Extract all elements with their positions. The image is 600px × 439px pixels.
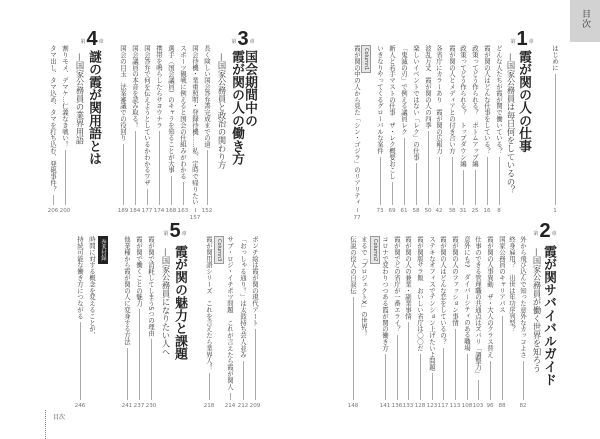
leader-line — [65, 150, 66, 205]
toc-entry[interactable] — [250, 236, 260, 409]
entry-title: タマ出し、タマ込め、タマを打ち込む、発砲事件？ — [49, 45, 57, 193]
toc-tab[interactable] — [570, 0, 600, 42]
entry-title: 国会答弁で何を伝えようとしているかわかるワザ — [143, 45, 151, 186]
page-number: 88 — [498, 403, 506, 409]
chapter-number-suffix: 章 — [181, 231, 187, 237]
tab-label: 目次 — [580, 9, 590, 29]
page-number: 241 — [121, 403, 133, 409]
toc-entry[interactable] — [507, 236, 517, 409]
page-number: 230 — [145, 403, 157, 409]
toc-entry[interactable] — [48, 45, 58, 214]
page-number: 123 — [426, 403, 438, 409]
leader-line — [209, 373, 210, 400]
leader-line — [147, 189, 148, 205]
chapter-number-suffix: 章 — [551, 231, 557, 237]
entry-title: 霞が関の人はどんな仕事をしている？ — [483, 45, 491, 154]
page-number: 50 — [424, 208, 432, 214]
chapter-number-prefix: 第 — [510, 39, 516, 45]
page-number: 133 — [402, 403, 414, 409]
chapter-title[interactable]: 霞が関サバイバルガイド — [541, 245, 556, 386]
toc-entry[interactable] — [497, 236, 507, 409]
chapter-subtitle: —国家公務員と政治の関わり方 — [217, 53, 227, 170]
leader-line — [475, 170, 476, 205]
toc-entry[interactable] — [375, 45, 385, 214]
chapter-number-prefix: 第 — [231, 39, 237, 45]
page-number: 163 — [177, 208, 189, 214]
leader-line — [255, 329, 256, 400]
entry-title: 携帯を鳴らしたらサヨウナラ — [155, 45, 163, 129]
entry-title: 霞が関の人はどんな恋をしているの？ — [439, 236, 447, 345]
leader-line — [432, 373, 433, 400]
column-label: Column1 — [361, 45, 371, 73]
toc-entry[interactable] — [482, 45, 492, 214]
page-number: 108 — [461, 403, 473, 409]
leader-line — [385, 354, 386, 400]
chapter-title[interactable]: 霞が関の人の仕事 — [516, 50, 531, 153]
toc-entry[interactable] — [485, 236, 495, 409]
page-number: 189 — [117, 208, 129, 214]
entry-title: 霞が関の人のファッション事情 — [451, 236, 459, 326]
page-number: 117 — [437, 403, 449, 409]
chapter-number-suffix: 章 — [249, 39, 255, 45]
leader-line — [159, 131, 160, 205]
chapter-number-num: 2 — [539, 220, 551, 242]
leader-line — [195, 208, 196, 212]
entry-title: 長く険しい国会答弁書完成までの道 — [203, 45, 211, 148]
chapter-number-prefix: 第 — [163, 231, 169, 237]
chapter-subtitle: —国家公務員の業界用語 — [75, 53, 85, 145]
chapter-number-num: 4 — [86, 28, 98, 50]
entry-title: はじめに — [551, 45, 559, 71]
footer-divider — [45, 410, 46, 439]
leader-line — [139, 309, 140, 400]
leader-line — [478, 380, 479, 400]
leader-line — [171, 176, 172, 205]
page-number: 200 — [59, 208, 71, 214]
entry-title: 「おっしゃる通り！」は太鼓持ち芸人並み — [239, 236, 247, 358]
toc-entry[interactable] — [494, 45, 504, 214]
page-number: 31 — [459, 208, 467, 214]
leader-line — [123, 144, 124, 205]
page-number: 141 — [379, 403, 391, 409]
entry-title: 霞が関の人事異動 ザ・大人のクラス替え — [486, 236, 494, 358]
chapter-subtitle: —国家公務員が働く世界を知ろう — [532, 248, 542, 373]
toc-entry[interactable] — [427, 236, 437, 409]
chapter-3-number — [230, 30, 255, 48]
leader-line — [499, 157, 500, 205]
toc-entry[interactable] — [118, 45, 128, 214]
toc-entry[interactable] — [447, 45, 457, 214]
entry-title: 他業種から霞が関の人に変身する方法 — [123, 236, 131, 345]
entry-title: 霞が関用語シリーズ これを言えたら業界人！ — [205, 236, 213, 371]
toc-entry[interactable] — [462, 236, 472, 409]
toc-entry[interactable] — [348, 236, 358, 409]
leader-line — [439, 157, 440, 205]
leader-line — [455, 329, 456, 400]
toc-entry[interactable] — [204, 236, 214, 409]
toc-entry[interactable] — [399, 45, 409, 214]
page-number: 218 — [203, 403, 215, 409]
leader-line — [135, 131, 136, 205]
chapter-number-num: 1 — [516, 28, 528, 50]
page-number: 42 — [435, 208, 443, 214]
chapter-number-num: 3 — [237, 28, 249, 50]
page-number: 73 — [376, 208, 384, 214]
entry-title: 選手（国会議員）のキャラを知ることが大事 — [167, 45, 175, 173]
page-number: 113 — [449, 403, 461, 409]
page-number: 157 — [189, 214, 201, 221]
entry-title: コロナで変わりつつある霞が関の働き方 — [381, 236, 389, 352]
toc-entry[interactable] — [458, 45, 468, 214]
page-number: 136 — [391, 403, 403, 409]
chapter-number-prefix: 第 — [533, 231, 539, 237]
leader-line — [502, 316, 503, 400]
page-number: 96 — [486, 403, 494, 409]
leader-line — [127, 348, 128, 400]
chapter-number-suffix: 章 — [528, 39, 534, 45]
toc-entry[interactable] — [142, 45, 152, 214]
leader-line — [555, 74, 556, 205]
toc-entry[interactable] — [154, 45, 164, 214]
entry-title: ポンチ絵は霞が関の現代アート — [251, 236, 259, 326]
entry-title: 霞が関で消耗してしまう5つの理由 — [147, 236, 155, 337]
leader-line — [523, 361, 524, 400]
toc-entry[interactable] — [352, 45, 362, 221]
leader-line — [452, 157, 453, 205]
entry-title: 割りモメ、デマケ…仁義なき戦い！ — [61, 45, 69, 148]
leader-line — [463, 170, 464, 205]
toc-entry[interactable] — [238, 236, 248, 409]
entry-title: 霞が関で働くことの魅力 — [135, 236, 143, 307]
chapter-title[interactable]: 謎の霞が関用語とは — [86, 50, 101, 166]
page-number: 246 — [74, 403, 86, 409]
entry-title: 新人と若手マストの仕事 ザ・レク概要おこし — [388, 45, 396, 180]
page-number: 69 — [388, 208, 396, 214]
toc-entry[interactable] — [415, 236, 425, 409]
toc-entry[interactable] — [392, 236, 402, 409]
page-number: 214 — [224, 403, 236, 409]
page-number: 212 — [237, 403, 249, 409]
leader-line — [392, 182, 393, 205]
page-number: 58 — [412, 208, 420, 214]
page-number: 25 — [471, 208, 479, 214]
entry-title: 国家公務員のキャリアパス — [498, 236, 506, 313]
page-number: 168 — [165, 208, 177, 214]
leader-line — [380, 157, 381, 205]
entry-title: 霞が関でどの省庁が一番エライ？ — [393, 236, 401, 332]
page-number: 38 — [448, 208, 456, 214]
page-number: 148 — [347, 403, 359, 409]
page-number: 209 — [249, 403, 261, 409]
toc-entry[interactable] — [134, 236, 144, 409]
leader-line — [230, 393, 231, 400]
page-number: 8 — [497, 208, 501, 214]
page-number: 82 — [519, 403, 527, 409]
entry-title: まるで「プロジェクトX」の世界！ — [360, 236, 368, 337]
toc-entry[interactable] — [130, 45, 140, 214]
entry-title: いきなりやってくるグローバルな案件 — [376, 45, 384, 154]
entry-title: 持続可能な働き方につながる — [76, 236, 84, 320]
toc-entry[interactable] — [550, 45, 560, 214]
leader-line — [151, 339, 152, 400]
entry-title: 「鬼滅の刃」で例える議員レク — [400, 45, 408, 135]
leader-line — [428, 131, 429, 205]
page-number: 16 — [483, 208, 491, 214]
entry-title: 国会の目玉 法案審議での役回り — [119, 45, 127, 141]
toc-entry[interactable] — [225, 236, 235, 409]
entry-title: サブ・ロジ・イチポツ問題 これが言えたら霞が関人 — [226, 236, 234, 390]
entry-title: 政策ってどう作られる？ ボトムアップ編 — [471, 45, 479, 167]
page-number: 61 — [400, 208, 408, 214]
entry-title: 時間に対する概念を変えることが、 — [88, 236, 96, 339]
leader-line — [80, 322, 81, 400]
leader-line — [207, 150, 208, 205]
page-number: 206 — [47, 208, 59, 214]
chapter-subtitle: —国家公務員は毎日何をしているの？ — [506, 53, 516, 195]
leader-line — [404, 138, 405, 205]
chapter-number-suffix: 章 — [98, 39, 104, 45]
chapter-5-number — [162, 222, 187, 240]
leader-line — [353, 297, 354, 400]
toc-entry[interactable] — [450, 236, 460, 409]
entry-title: 国会議員の本音を読み取る！ — [131, 45, 139, 129]
entry-title: 霞が関の中の人から見た「シン・ゴジラ」のリアリティ — [353, 45, 361, 205]
toc-entry[interactable] — [189, 45, 201, 221]
toc-entry[interactable] — [518, 236, 528, 409]
chapter-2-number — [532, 222, 557, 240]
entry-title: 各省庁にカラーあり 霞が関の広報力 — [435, 45, 443, 154]
entry-title: 霞が関版サラ飯 おいしい省庁は〇〇だ — [416, 236, 424, 352]
leader-line — [443, 348, 444, 400]
column-label: Column3 — [214, 236, 224, 264]
toc-entry[interactable] — [75, 236, 85, 409]
toc-entry[interactable] — [470, 45, 480, 214]
entry-title: 政策ってどう作られる？ トップダウン編 — [459, 45, 467, 167]
leader-line — [243, 361, 244, 400]
toc-entry[interactable] — [423, 45, 433, 214]
toc-entry[interactable] — [380, 236, 390, 409]
leader-line — [53, 195, 54, 205]
entry-title: 国会待機・業重照明・登録待機……私、定時で帰りたい — [191, 45, 199, 205]
leader-line — [397, 335, 398, 400]
entry-title: 意外にも!? ダイバーシティのある職場 — [463, 236, 471, 351]
leader-line — [183, 182, 184, 205]
chapter-title[interactable]: 国会期間中の — [242, 50, 257, 127]
entry-title: 終身雇用？ 出世は年功序列型？ — [508, 236, 516, 332]
entry-title: ステキなオフィスでテンション上げたいよ問題 — [428, 236, 436, 371]
page-number: 237 — [133, 403, 145, 409]
chapter-1-number — [509, 30, 534, 48]
entry-title: スポーツ観戦に例えると国会の仕組みがわかる — [179, 45, 187, 180]
toc-entry[interactable] — [87, 236, 97, 409]
toc-entry[interactable] — [178, 45, 188, 214]
leader-line — [490, 361, 491, 400]
entry-title: 外から飛び込んで知った意外なカッコよさ — [519, 236, 527, 358]
page-number: 128 — [414, 403, 426, 409]
entry-title: 波乱万丈 霞が関の人の四季 — [424, 45, 432, 129]
chapter-number-prefix: 第 — [80, 39, 86, 45]
page-number: 152 — [201, 208, 213, 214]
toc-entry[interactable] — [202, 45, 212, 214]
appendix-label: 巻末付録 — [98, 236, 108, 264]
leader-line — [408, 322, 409, 400]
page-number: 184 — [129, 208, 141, 214]
column-label: Column2 — [370, 236, 380, 264]
toc-entry[interactable] — [434, 45, 444, 214]
entry-title: 楽しいイベントではない「レク」の仕事 — [412, 45, 420, 161]
entry-title: 霞が関の人の兼業・副業事情 — [404, 236, 412, 320]
page-number: 174 — [153, 208, 165, 214]
page-number: 177 — [141, 208, 153, 214]
toc-entry[interactable] — [403, 236, 413, 409]
chapter-subtitle: —国家公務員になりたい人へ — [161, 248, 171, 356]
leader-line — [357, 208, 358, 212]
leader-line — [487, 157, 488, 205]
entry-title: どんな人たちが霞が関で働いている？ — [495, 45, 503, 154]
leader-line — [467, 354, 468, 400]
toc-entry[interactable] — [166, 45, 176, 214]
toc-entry[interactable] — [122, 236, 132, 409]
toc-entry[interactable] — [411, 45, 421, 214]
entry-title: 霞が関の人とメディアとの付き合い方 — [448, 45, 456, 154]
toc-entry[interactable] — [359, 236, 369, 409]
chapter-title[interactable]: 霞が関の人の働き方 — [229, 50, 244, 166]
entry-title: 仕事のできる管理職の共通点はズバリ「調整力」 — [474, 236, 482, 377]
leader-line — [416, 163, 417, 205]
chapter-4-number — [79, 30, 104, 48]
toc-entry[interactable] — [387, 45, 397, 214]
toc-entry[interactable] — [473, 236, 483, 409]
page-number: 1 — [553, 208, 557, 214]
chapter-number-num: 5 — [169, 220, 181, 242]
chapter-title[interactable]: 霞が関の魅力と課題 — [172, 245, 187, 361]
leader-line — [420, 354, 421, 400]
footer-running-title: 目次 — [53, 414, 66, 421]
toc-entry[interactable] — [438, 236, 448, 409]
toc-entry[interactable] — [60, 45, 70, 214]
entry-title: 伝説の役人の自叙伝 — [349, 236, 357, 294]
page-number: 77 — [353, 215, 361, 221]
page-number: 103 — [472, 403, 484, 409]
toc-entry[interactable] — [146, 236, 156, 409]
